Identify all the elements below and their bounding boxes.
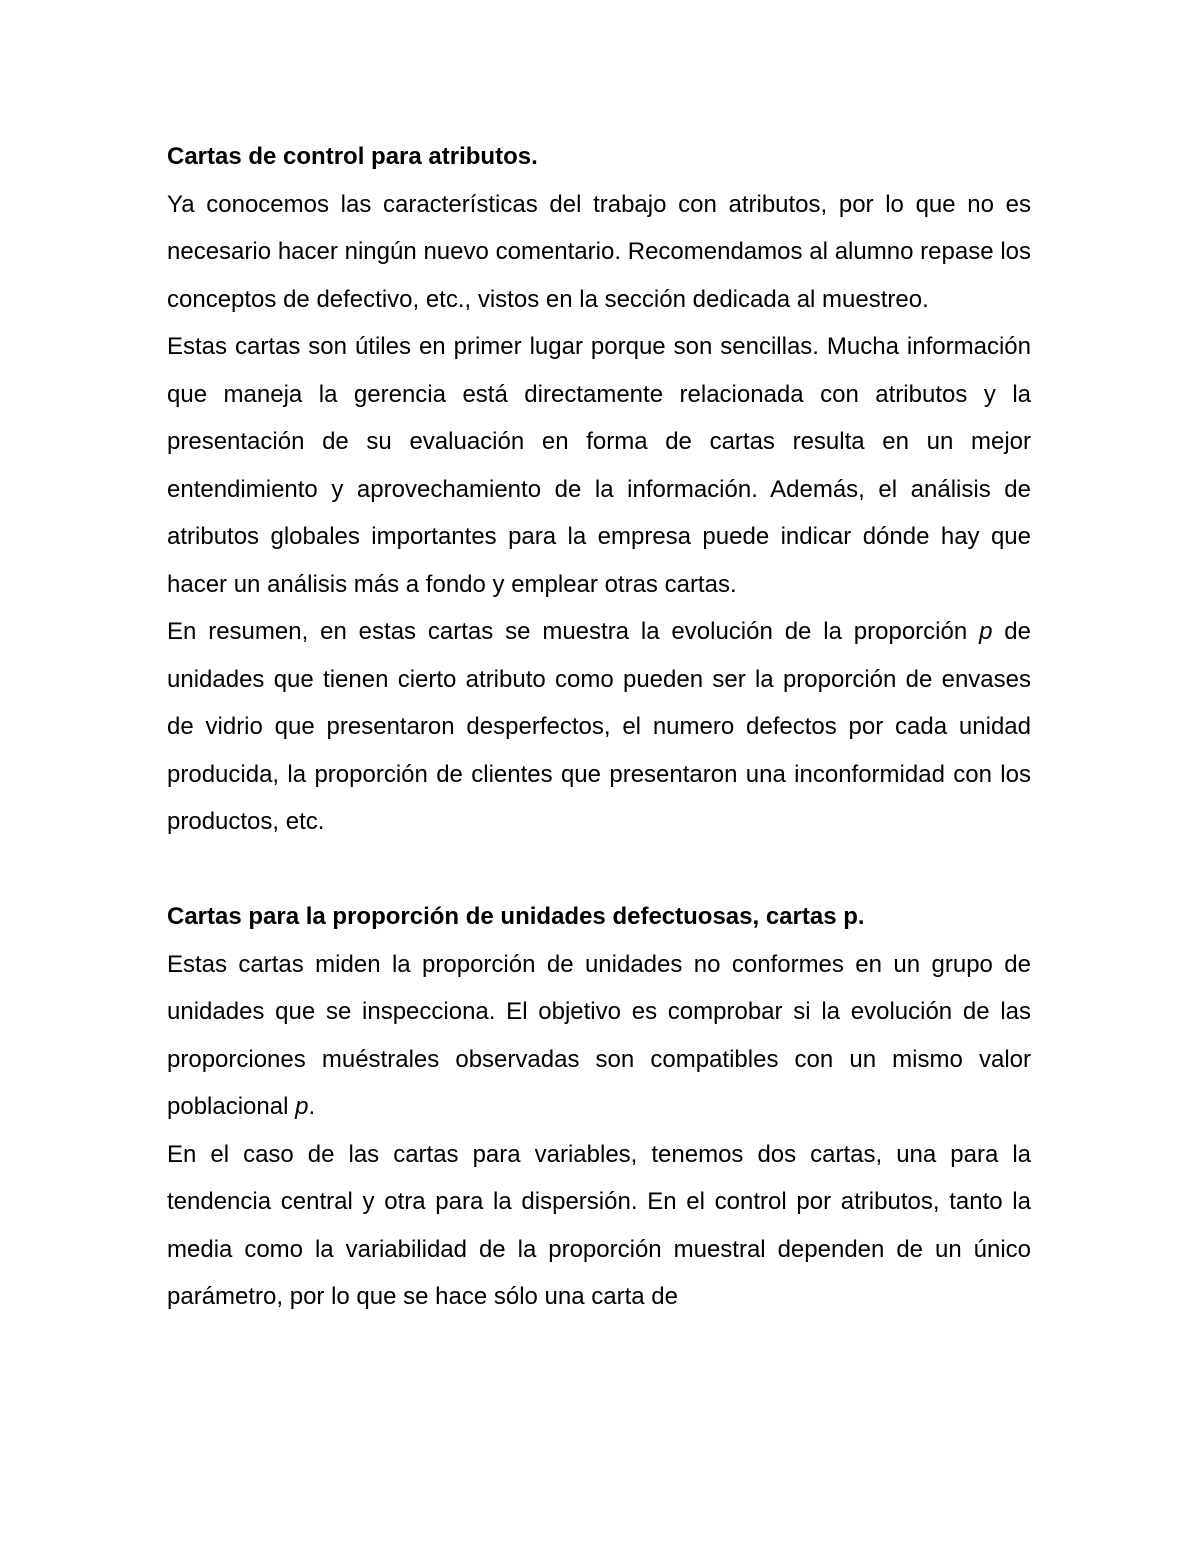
paragraph-variables-comparison: En el caso de las cartas para variables, tenemos dos cartas, una para la tendencia central y otra para la dispersión. En el control por atributos, tanto la media como la variabilidad de la proporción muestral dependen de un único parámetro, por lo que se hace sólo una carta de [167, 1140, 1031, 1310]
paragraph-summary [167, 608, 1031, 846]
population-variable: p [295, 1093, 309, 1120]
paragraph-usefulness: Estas cartas son útiles en primer lugar porque son sencillas. Mucha información que maneja la gerencia está directamente relacionada con atributos y la presentación de su evaluación en forma de cartas resulta en un mejor entendimiento y aprovechamiento de la información. Además, el análisis de atributos globales importantes para la empresa puede indicar dónde hay que hacer un análisis más a fondo y emplear otras cartas. [167, 333, 1031, 598]
definition-text-end: . [308, 1093, 316, 1120]
paragraph-p-charts-definition [167, 941, 1031, 1131]
document-page [167, 133, 1031, 1321]
summary-text-end: de unidades que tienen cierto atributo como pueden ser la proporción de envases de vidrio que presentaron desperfectos, el numero defectos por cada unidad producida, la proporción de clientes que presentaron una inconformidad con los productos, etc. [167, 618, 1031, 835]
section-heading-attributes: Cartas de control para atributos. [167, 143, 538, 170]
proportion-variable: p [979, 618, 993, 645]
section-spacer [167, 846, 1031, 894]
definition-text-start: Estas cartas miden la proporción de unidades no conformes en un grupo de unidades que se inspecciona. El objetivo es comprobar si la evolución de las proporciones muéstrales observadas son compatibles con un mismo valor poblacional [167, 950, 1031, 1120]
section-heading-p-charts: Cartas para la proporción de unidades defectuosas, cartas p. [167, 903, 865, 930]
summary-text-start: En resumen, en estas cartas se muestra la evolución de la proporción [167, 618, 980, 645]
paragraph-intro: Ya conocemos las características del trabajo con atributos, por lo que no es necesario hacer ningún nuevo comentario. Recomendamos al alumno repase los conceptos de defectivo, etc., vistos en la sección dedicada al muestreo. [167, 190, 1031, 313]
